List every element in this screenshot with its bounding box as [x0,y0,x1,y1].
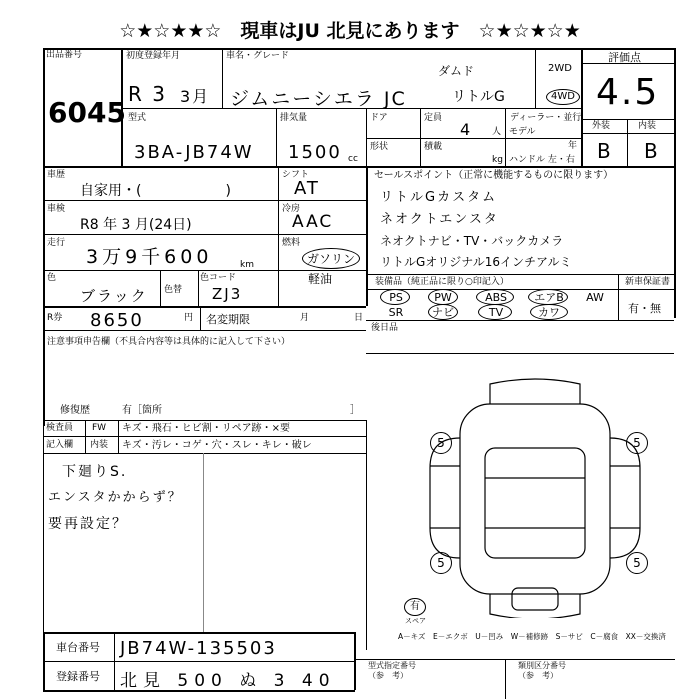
shift-label: シフト [282,170,310,180]
selling-point-4: リトルGオリジナル16インチアルミ [380,255,572,269]
tire-mark-front-right: 5 [626,432,648,454]
registration-label: 登録番号 [56,670,100,683]
equip-ps: PS [389,291,403,304]
repaint-label: 色替 [164,285,183,295]
deadline-month: 月 [300,313,310,323]
shift-value: AT [294,178,320,199]
post-install-label: 後日品 [371,323,399,333]
selling-points-label: セールスポイント（正常に機能するものに限ります） [374,170,614,181]
recycle-value: 8650 [90,310,144,331]
deadline-day: 日 [354,313,364,323]
drive-4wd: 4WD [546,89,580,105]
repair-label: 修復歴 [60,405,90,416]
car-name: ジムニーシエラ JC [230,88,407,110]
car-name-note-top: ダムド [438,64,475,78]
equip-sr: SR [388,306,404,319]
deadline-label: 名変期限 [206,313,250,326]
inspection-label: 車検 [47,204,66,214]
aircon-label: 冷房 [282,204,301,214]
displacement-unit: cc [348,154,358,164]
fw-label: FW [92,423,107,433]
repair-value: 有［箇所 [122,405,162,416]
selling-point-2: ネオクトエンスタ [380,212,499,227]
year-unit: 年 [568,141,578,151]
type-spec-ref: （参 考） [368,671,408,680]
handwriting-line-3: 要再設定？ [48,516,128,532]
interior-label: 内装 [638,121,657,131]
equip-pw: PW [434,291,452,304]
warranty-label: 新車保証書 [625,277,671,287]
car-diagram [400,378,670,618]
color-value: ブラック [80,287,148,305]
equip-tv: TV [488,306,504,319]
handwriting-line-2: エンスタかからず？ [48,490,183,505]
model-label: 型式 [128,113,147,123]
inspection-value: R8 年 3 月(24日) [80,217,192,233]
fuel-label: 燃料 [282,238,301,248]
exterior-label: 外装 [592,121,611,131]
tire-mark-front-left: 5 [430,432,452,454]
mileage-value: 3万9千600 [86,246,213,268]
spare-mark: 有 [404,598,426,616]
score-label: 評価点 [608,51,641,64]
drive-2wd: 2WD [548,63,572,74]
color-label: 色 [47,273,57,283]
damage-legend: A－キズ E－エクボ U－凹み W－補修跡 S－サビ C－腐食 XX－交換済 [398,632,666,641]
first-reg-label: 初度登録年月 [126,51,181,61]
doors-label: ドア [370,113,388,123]
displacement-value: 1500 [288,142,342,163]
interior-items: キズ・汚レ・コゲ・穴・スレ・キレ・破レ [122,440,312,451]
tire-mark-rear-right: 5 [626,552,648,574]
equip-leather: カワ [538,306,560,319]
dealer-label: ディーラー・並行 [510,113,582,123]
history-value: 自家用・( ) [80,183,231,199]
equipment-label: 装備品（純正品に限り○印記入） [375,277,509,287]
lot-number: 6045 [48,96,126,129]
interior-items-label: 内装 [90,440,109,450]
warranty-value: 有・無 [628,302,661,315]
equip-airbag: エアB [534,291,564,304]
shape-label: 形状 [370,142,389,152]
interior-score: B [644,139,660,163]
recycle-unit: 円 [184,313,194,323]
selling-point-1: リトルGカスタム [380,190,498,205]
model-year-label: モデル [509,127,536,137]
fuel-gasoline: ガソリン [302,248,360,269]
load-label: 積載 [424,142,443,152]
type-spec-label: 型式指定番号 [368,661,416,670]
displacement-label: 排気量 [280,113,308,123]
class-spec-label: 類別区分番号 [518,661,566,670]
mileage-label: 走行 [47,238,66,248]
lot-label: 出品番号 [46,50,83,60]
color-code-label: 色コード [200,273,237,283]
equip-abs: ABS [485,291,507,304]
first-reg-era: R 3 [128,82,167,106]
registration-number: 北見 500 ぬ 3 40 [120,671,336,691]
inspector-label-2: 記入欄 [46,440,74,450]
chassis-number: JB74W-135503 [120,638,277,659]
chassis-label: 車台番号 [56,641,100,654]
color-code: ZJ3 [212,285,243,303]
capacity-unit: 人 [492,127,502,137]
mileage-unit: km [240,260,254,270]
equip-aw: AW [586,291,604,304]
capacity-label: 定員 [424,113,443,123]
handwriting-line-1: 下廻りS. [62,464,128,480]
aircon-value: AAC [292,212,334,232]
load-unit: kg [492,155,503,165]
car-name-note-bottom: リトルG [452,89,505,105]
equip-navi: ナビ [432,306,454,319]
score-value: 4.5 [596,72,660,113]
tire-mark-rear-left: 5 [430,552,452,574]
selling-point-3: ネオクトナビ・TV・バックカメラ [380,234,564,248]
fw-items: キズ・飛石・ヒビ割・リペア跡・×要 [122,423,290,434]
capacity-value: 4 [460,120,473,139]
inspector-label-1: 検査員 [46,423,74,433]
car-name-label: 車名・グレード [226,51,290,61]
first-reg-month: 3月 [180,87,211,106]
spare-label: スペア [405,617,426,625]
history-label: 車歴 [47,170,66,180]
notes-label: 注意事項申告欄（不具合内容等は具体的に記入して下さい） [47,337,291,347]
repair-close: ］ [350,405,360,416]
banner: ☆★☆★★☆ 現車はJU 北見にあります ☆★☆★☆★ [119,20,581,42]
class-spec-ref: （参 考） [518,671,558,680]
recycle-label: R券 [47,313,63,323]
exterior-score: B [597,139,613,163]
handle-label: ハンドル 左・右 [509,155,575,165]
fuel-diesel: 軽油 [308,272,333,286]
model-value: 3BA-JB74W [134,142,254,163]
